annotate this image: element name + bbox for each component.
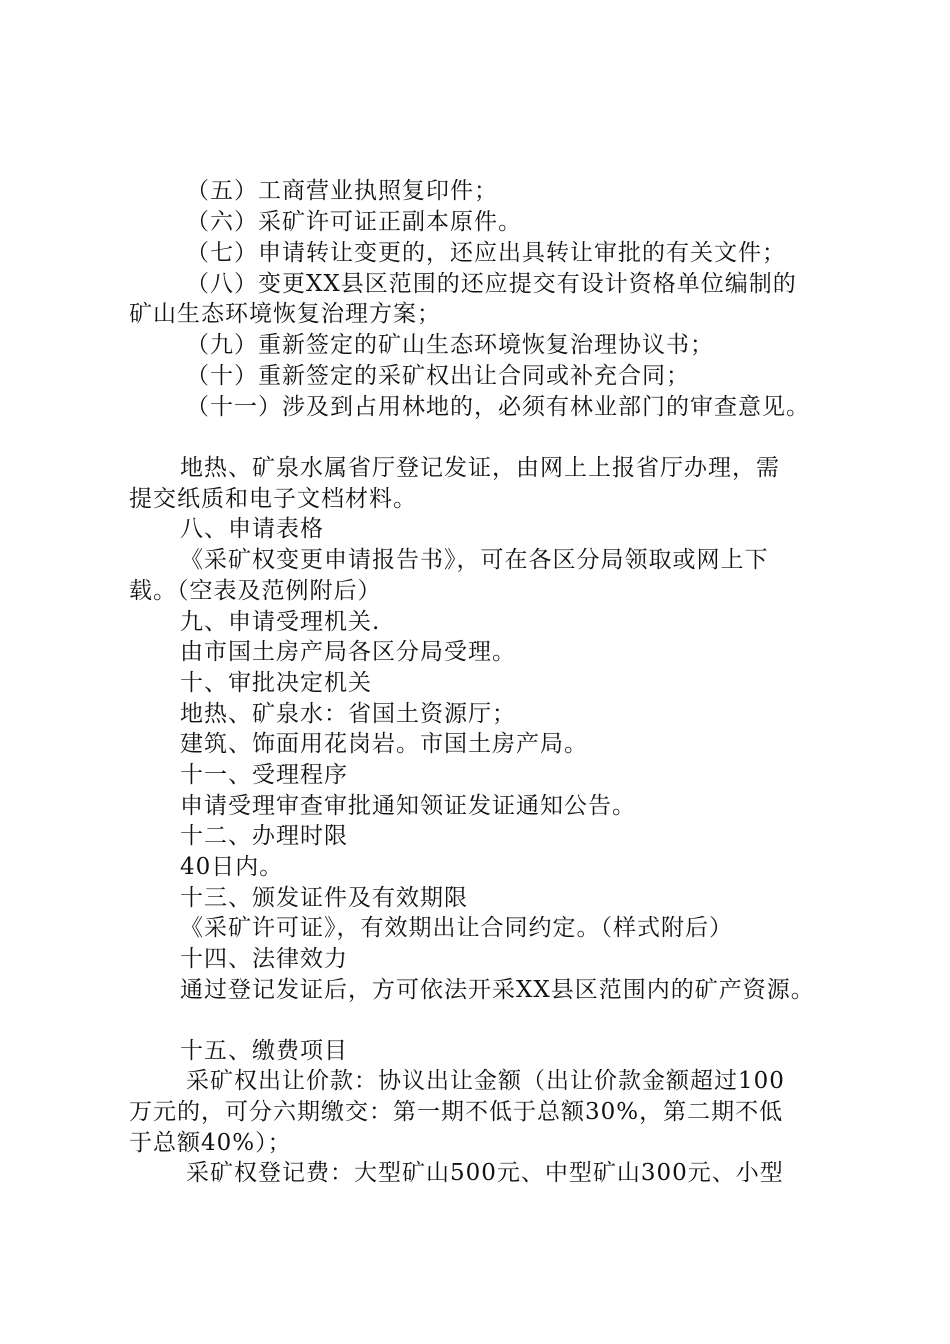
- section-8-heading: 八、申请表格: [180, 516, 324, 542]
- item-10-contract: （十）重新签定的采矿权出让合同或补充合同；: [186, 363, 690, 389]
- section-11-body: 申请受理审查审批通知领证发证通知公告。: [180, 793, 636, 819]
- section-15-transfer-fee-cont-2: 于总额40%）；: [129, 1130, 292, 1156]
- section-10-heading: 十、审批决定机关: [180, 670, 372, 696]
- section-15-registration-fee: 采矿权登记费：大型矿山500元、中型矿山300元、小型: [186, 1160, 784, 1186]
- item-11-forestry-opinion: （十一）涉及到占用林地的，必须有林业部门的审查意见。: [186, 394, 810, 420]
- section-14-body: 通过登记发证后，方可依法开采XX县区范围内的矿产资源。: [180, 977, 815, 1003]
- section-15-transfer-fee-cont-1: 万元的，可分六期缴交：第一期不低于总额30%，第二期不低: [129, 1099, 784, 1125]
- section-10-body-2: 建筑、饰面用花岗岩。市国土房产局。: [180, 731, 588, 757]
- section-9-body: 由市国土房产局各区分局受理。: [180, 639, 516, 665]
- section-8-body-cont: 载。（空表及范例附后）: [129, 578, 382, 604]
- paragraph-geothermal-cont: 提交纸质和电子文档材料。: [129, 486, 417, 512]
- section-11-heading: 十一、受理程序: [180, 762, 348, 788]
- section-14-heading: 十四、法律效力: [180, 946, 348, 972]
- item-9-restoration-agreement: （九）重新签定的矿山生态环境恢复治理协议书；: [186, 332, 714, 358]
- section-15-heading: 十五、缴费项目: [180, 1038, 348, 1064]
- section-13-heading: 十三、颁发证件及有效期限: [180, 885, 468, 911]
- section-12-body: 40日内。: [180, 854, 284, 880]
- section-13-body: 《采矿许可证》，有效期出让合同约定。（样式附后）: [180, 915, 733, 941]
- item-7-transfer-documents: （七）申请转让变更的，还应出具转让审批的有关文件；: [186, 240, 786, 266]
- item-5-business-license: （五）工商营业执照复印件；: [186, 178, 498, 204]
- paragraph-geothermal: 地热、矿泉水属省厅登记发证，由网上上报省厅办理，需: [180, 455, 780, 481]
- section-8-body: 《采矿权变更申请报告书》，可在各区分局领取或网上下: [180, 547, 769, 573]
- section-10-body-1: 地热、矿泉水：省国土资源厅；: [180, 701, 516, 727]
- section-9-heading: 九、申请受理机关.: [180, 609, 381, 635]
- item-8-scope-change: （八）变更XX县区范围的还应提交有设计资格单位编制的: [186, 271, 797, 297]
- item-6-mining-permit-original: （六）采矿许可证正副本原件。: [186, 209, 522, 235]
- section-12-heading: 十二、办理时限: [180, 823, 348, 849]
- section-15-transfer-fee: 采矿权出让价款：协议出让金额（出让价款金额超过100: [186, 1068, 785, 1094]
- item-8-scope-change-cont: 矿山生态环境恢复治理方案；: [129, 301, 441, 327]
